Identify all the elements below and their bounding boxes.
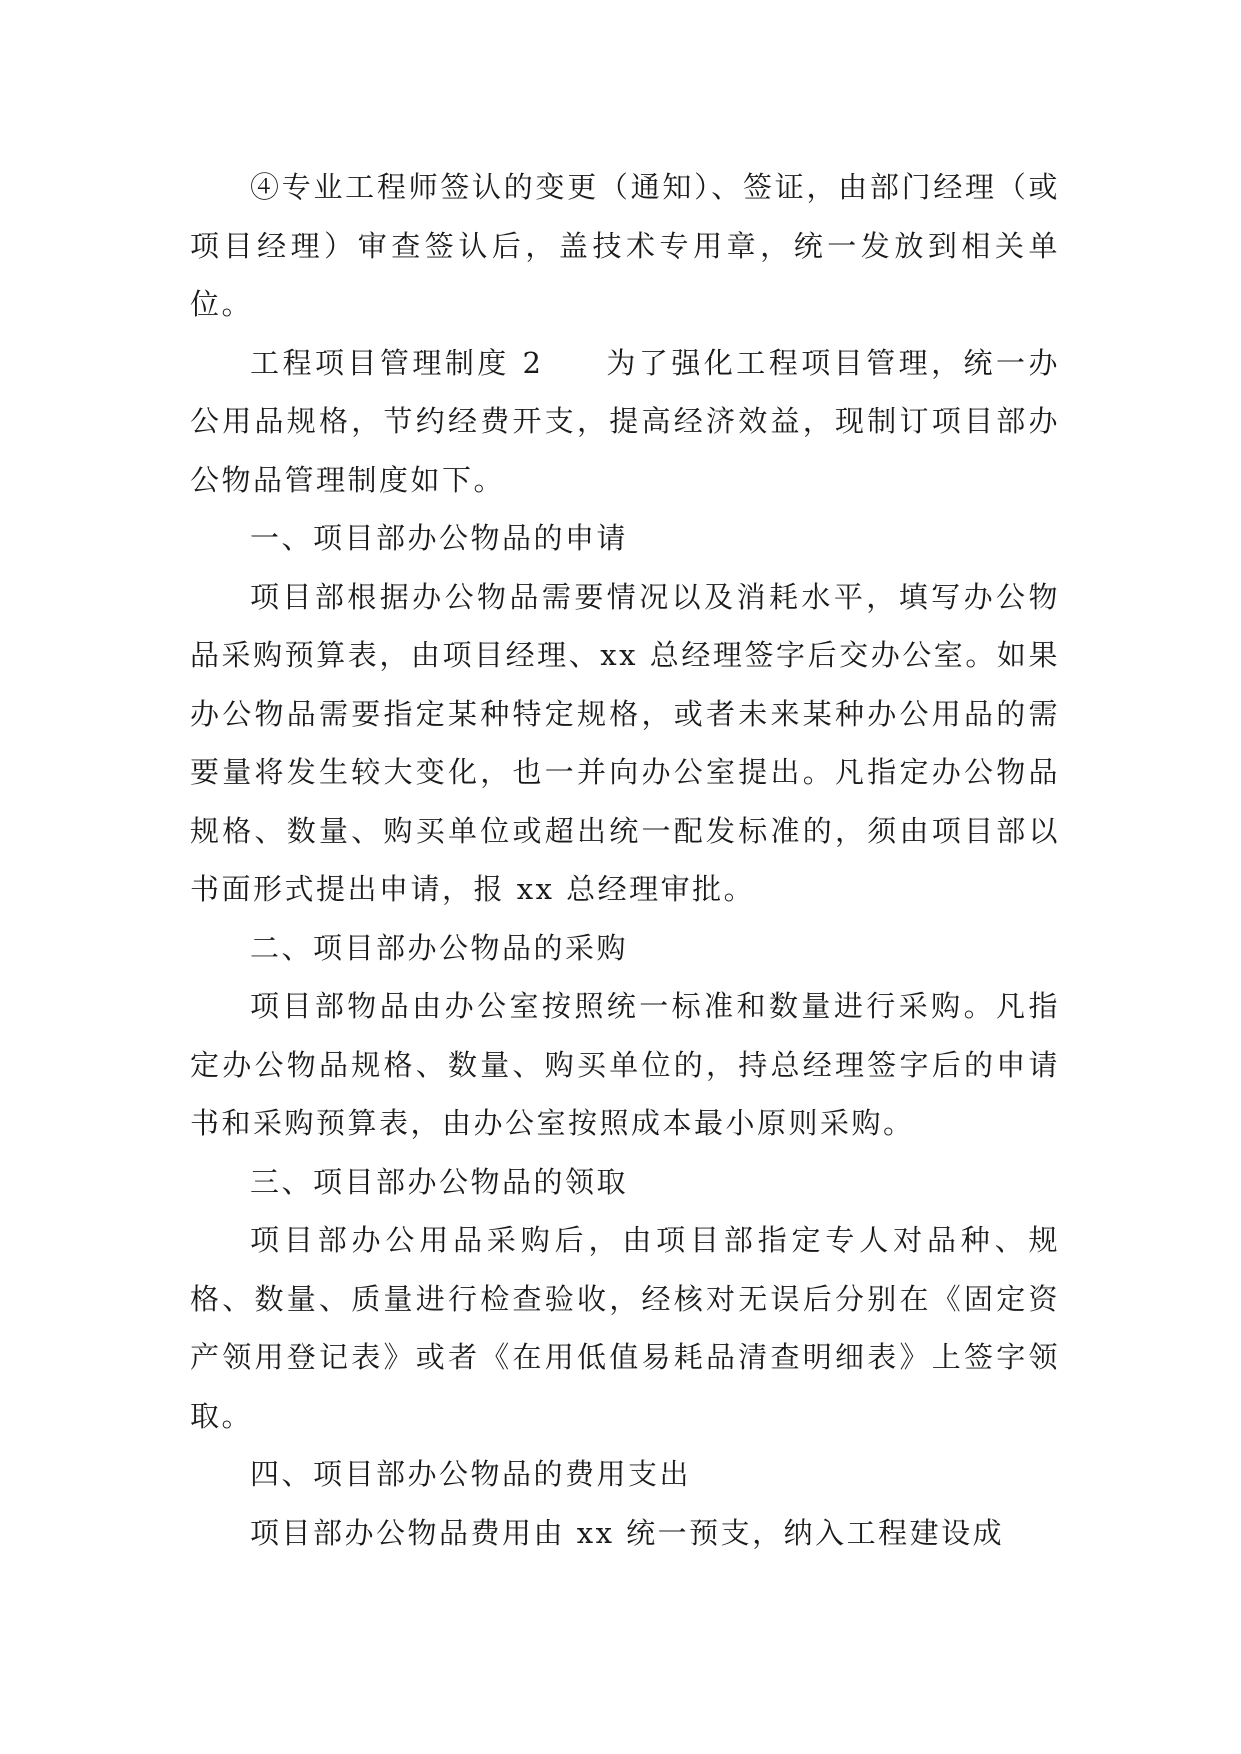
heading-purchase: 二、项目部办公物品的采购 — [250, 930, 629, 965]
section-title: 工程项目管理制度 2 — [250, 345, 544, 380]
intro-text: 为了强化工程项目管理，统一办公用品规格，节约经费开支，提高经济效益，现制订项目部办公物品管理制度如下。 — [190, 345, 1060, 497]
paragraph-application: 项目部根据办公物品需要情况以及消耗水平，填写办公物品采购预算表，由项目经理、xx 总经理签字后交办公室。如果办公物品需要指定某种特定规格，或者未来某种办公用品的需要量将发生较大变化，也一并向办公室提出。凡指定办公物品规格、数量、购买单位或超出统一配发标准的，须由项目部以书面形式提出申请，报 xx 总经理审批。 — [190, 579, 1060, 906]
heading-collection: 三、项目部办公物品的领取 — [250, 1164, 629, 1199]
paragraph-expenses: 项目部办公物品费用由 xx 统一预支，纳入工程建设成 — [250, 1515, 1005, 1550]
document-body — [190, 158, 1060, 1562]
heading-application: 一、项目部办公物品的申请 — [250, 521, 629, 555]
paragraph-collection: 项目部办公用品采购后，由项目部指定专人对品种、规格、数量、质量进行检查验收，经核对无误后分别在《固定资产领用登记表》或者《在用低值易耗品清查明细表》上签字领取。 — [190, 1223, 1060, 1433]
paragraph-signoff-rule: ④专业工程师签认的变更（通知）、签证，由部门经理（或项目经理）审查签认后，盖技术专用章，统一发放到相关单位。 — [190, 170, 1060, 321]
heading-expenses: 四、项目部办公物品的费用支出 — [250, 1457, 692, 1491]
paragraph-purchase: 项目部物品由办公室按照统一标准和数量进行采购。凡指定办公物品规格、数量、购买单位的，持总经理签字后的申请书和采购预算表，由办公室按照成本最小原则采购。 — [190, 989, 1060, 1140]
paragraph-section-title-with-intro — [190, 334, 1060, 510]
